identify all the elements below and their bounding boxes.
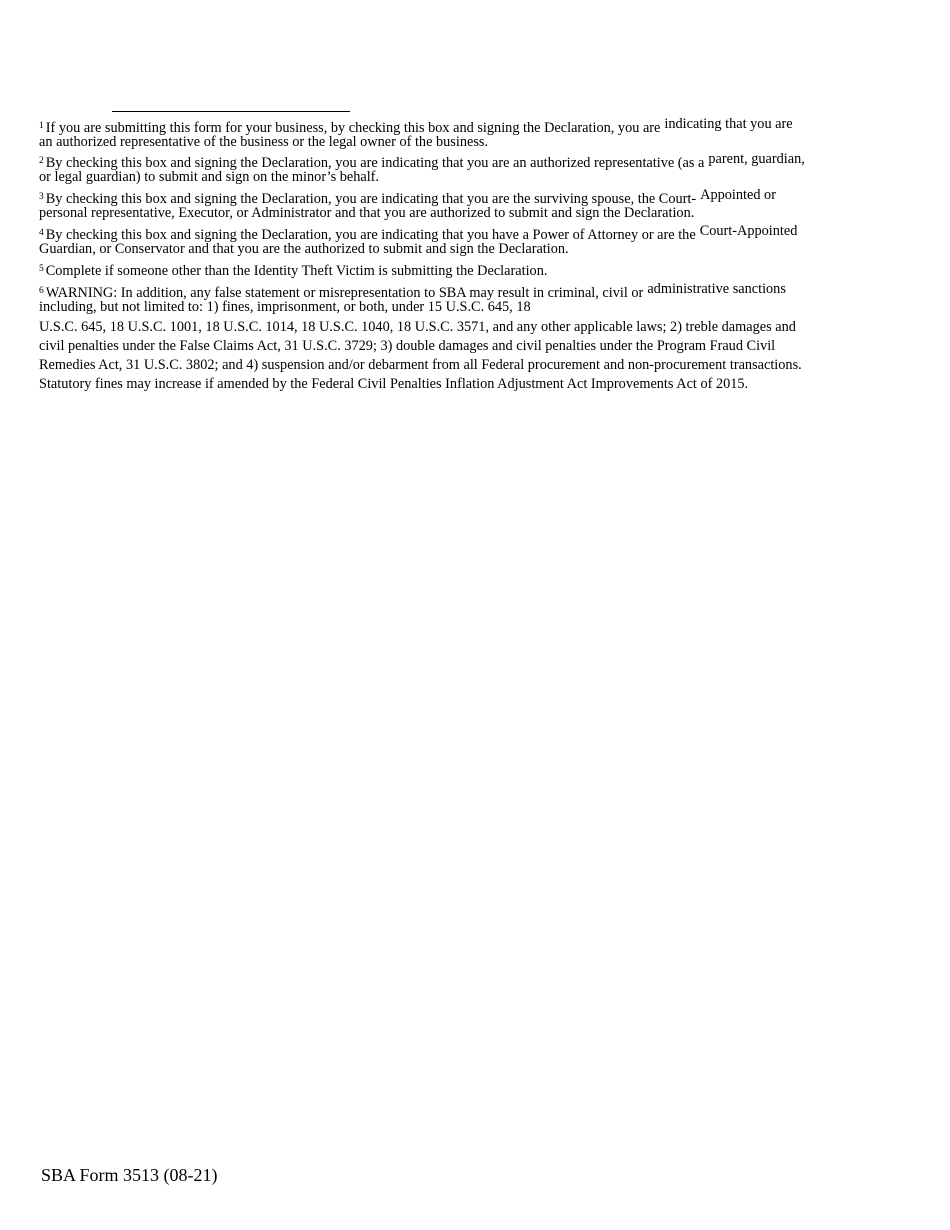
footnote-2-text: By checking this box and signing the Declaration, you are indicating that you are an authorized representative (as a [45, 155, 705, 171]
footnote-1-raised-text: indicating that you are [664, 116, 793, 132]
warning-continuation [39, 318, 889, 394]
form-identifier-footer: SBA Form 3513 (08-21) [41, 1165, 218, 1185]
footnote-4-raised-text: Court-Appointed [699, 223, 798, 239]
footnote-1-line-2: an authorized representative of the business or the legal owner of the business. [39, 134, 489, 150]
footnote-5-marker: 5 [39, 264, 44, 274]
footnote-6-raised-text: administrative sanctions [647, 281, 786, 297]
footnote-4-text: By checking this box and signing the Declaration, you are indicating that you have a Power of Attorney or are the [45, 227, 696, 243]
footnote-1-marker: 1 [39, 121, 44, 131]
warning-continuation-line: civil penalties under the False Claims Act, 31 U.S.C. 3729; 3) double damages and civil penalties under the Program Fraud Civil [39, 338, 776, 354]
footnote-5-text: Complete if someone other than the Identity Theft Victim is submitting the Declaration. [45, 263, 548, 279]
footnote-3-raised-text: Appointed or [700, 187, 776, 203]
warning-continuation-line: U.S.C. 645, 18 U.S.C. 1001, 18 U.S.C. 1014, 18 U.S.C. 1040, 18 U.S.C. 3571, and any other applicable laws; 2) treble damages and [39, 319, 796, 335]
footnote-4-line-2: Guardian, or Conservator and that you are the authorized to submit and sign the Declaration. [39, 241, 569, 257]
footnote-2-line-2: or legal guardian) to submit and sign on the minor’s behalf. [39, 169, 380, 185]
warning-continuation-line: Statutory fines may increase if amended by the Federal Civil Penalties Inflation Adjustment Act Improvements Act of 2015. [39, 376, 749, 392]
footnote-2 [39, 151, 889, 185]
footnote-4-marker: 4 [39, 228, 44, 238]
footnote-1 [39, 116, 889, 150]
footnote-2-raised-text: parent, guardian, [708, 151, 805, 167]
footnote-2-marker: 2 [39, 156, 44, 166]
footnote-6 [39, 281, 889, 315]
footnote-5-line-1 [39, 263, 889, 281]
footnote-1-text: If you are submitting this form for your business, by checking this box and signing the Declaration, you are [45, 120, 661, 136]
footnote-6-marker: 6 [39, 286, 44, 296]
footnote-6-text: WARNING: In addition, any false statement or misrepresentation to SBA may result in criminal, civil or [45, 285, 644, 301]
footnote-3-marker: 3 [39, 192, 44, 202]
footnote-4 [39, 223, 889, 257]
footnote-6-line-2: including, but not limited to: 1) fines, imprisonment, or both, under 15 U.S.C. 645, 18 [39, 299, 531, 315]
footnote-separator-rule [112, 111, 350, 112]
footnote-3 [39, 187, 889, 221]
footnote-3-text: By checking this box and signing the Declaration, you are indicating that you are the surviving spouse, the Court- [45, 191, 697, 207]
footnote-5 [39, 263, 889, 281]
warning-continuation-line: Remedies Act, 31 U.S.C. 3802; and 4) suspension and/or debarment from all Federal procurement and non-procurement transactions. [39, 357, 802, 373]
footnote-3-line-2: personal representative, Executor, or Administrator and that you are authorized to submit and sign the Declaration. [39, 205, 695, 221]
